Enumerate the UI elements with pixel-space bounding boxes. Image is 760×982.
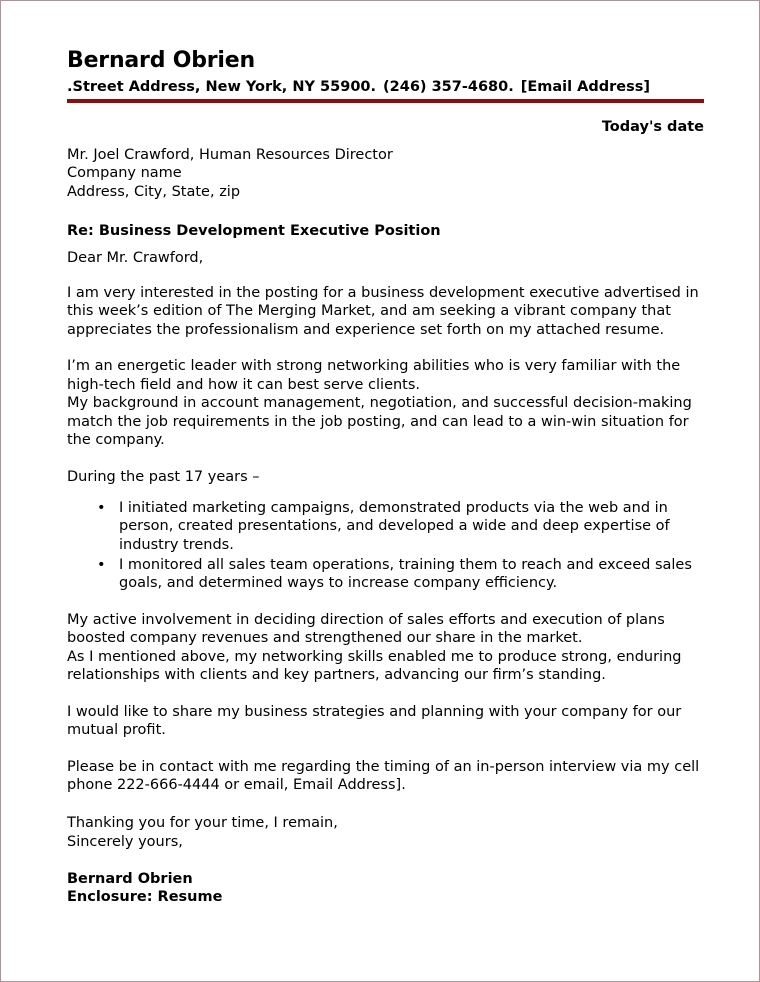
bullet-point-icon: • [97,499,106,516]
field-mark-before-address: . [67,79,73,96]
letter-date: Today's date [601,118,704,135]
body-paragraph-3b: As I mentioned above, my networking skills enabled me to produce strong, enduring relationships with clients and key partners, advancing our firm’s standing. [67,648,682,684]
body-paragraph-4: I would like to share my business strategies and planning with your company for our mutual profit. [67,703,682,739]
closing-line-2: Sincerely yours, [67,833,183,850]
closing-line-1: Thanking you for your time, I remain, [67,814,338,831]
field-mark-after-address: . [370,79,377,96]
signature-name: Bernard Obrien [67,871,193,888]
enclosure-note: Enclosure: Resume [67,889,223,906]
body-paragraph-5: Please be in contact with me regarding the timing of an in-person interview via my cell phone 222-666-4444 or email, Email Address]. [67,758,700,794]
salutation: Dear Mr. Crawford, [67,249,204,266]
closing-block [67,814,704,851]
body-paragraph-2b: My background in account management, negotiation, and successful decision-making match the job requirements in the job posting, and can lead to a win-win situation for the company. [67,395,692,449]
letterhead [67,49,704,103]
recipient-line-company: Company name [67,165,182,182]
bullet-point-icon: • [97,556,106,573]
signature-block [67,871,704,907]
list-item-text: I monitored all sales team operations, training them to reach and exceed sales goals, and determined ways to increase company efficiency. [119,556,692,592]
list-item [67,499,704,555]
field-mark-after-phone: . [508,79,514,96]
sender-contact-line [67,79,704,96]
letter-content [67,1,704,907]
recipient-line-name: Mr. Joel Crawford, Human Resources Director [67,146,393,163]
sender-name: Bernard Obrien [67,48,255,73]
body-paragraph-1: I am very interested in the posting for a business development executive advertised in this week’s edition of The Merging Market, and am seeking a vibrant company that appreciates the professionalism and experience set forth on my attached resume. [67,284,699,338]
sender-phone: (246) 357-4680 [383,79,509,96]
achievements-list [67,499,704,593]
sender-street-address: Street Address, New York, NY 55900 [72,79,371,96]
body-paragraph-3a: My active involvement in deciding direction of sales efforts and execution of plans boosted company revenues and strengthened our share in the market. [67,611,665,647]
letterhead-divider-rule [67,99,704,103]
body-paragraph-2a: I’m an energetic leader with strong networking abilities who is very familiar with the high-tech field and how it can best serve clients. [67,358,681,393]
recipient-address-block [67,146,704,202]
list-item [67,556,704,593]
list-item-text: I initiated marketing campaigns, demonstrated products via the web and in person, created presentations, and developed a wide and deep expertise of industry trends. [119,499,670,553]
bullet-list-intro: During the past 17 years – [67,468,260,485]
subject-line: Re: Business Development Executive Position [67,222,441,239]
sender-email-placeholder: [Email Address] [520,79,651,96]
recipient-line-address: Address, City, State, zip [67,183,241,200]
